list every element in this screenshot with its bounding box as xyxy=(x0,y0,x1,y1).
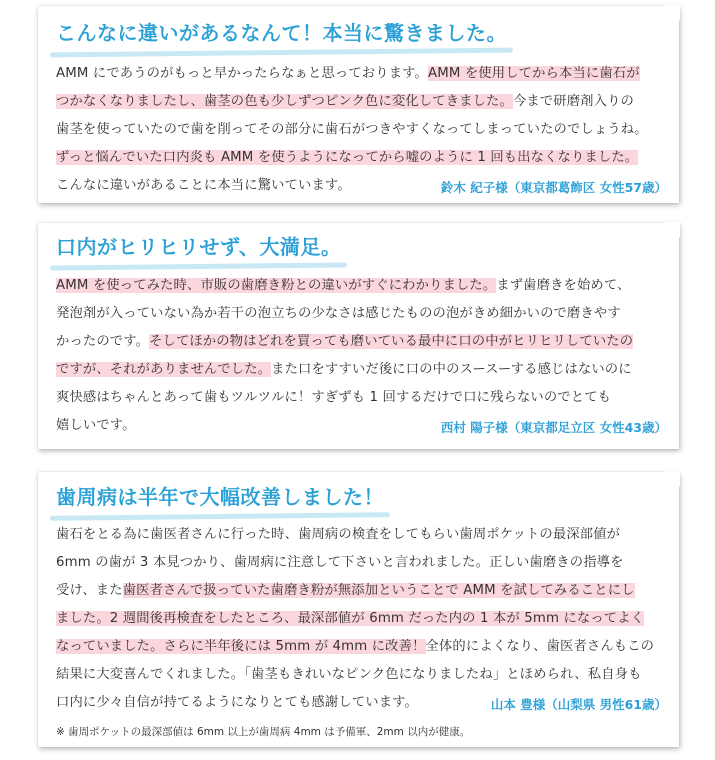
testimonial-title: 口内がヒリヒリせず、大満足。 xyxy=(56,232,341,262)
text-segment: 今まで研磨剤入りの xyxy=(512,94,634,109)
text-line xyxy=(56,272,661,300)
text-line xyxy=(56,633,661,661)
text-line xyxy=(56,144,661,172)
text-segment: また口をすすいだ後に口の中のスースーする感じはないのに xyxy=(271,362,632,377)
testimonial-body xyxy=(56,521,661,717)
text-segment: 受け、また xyxy=(56,583,123,598)
highlighted-text: 歯医者さんで扱っていた歯磨き粉が無添加ということで AMM を試してみることにし xyxy=(122,583,635,598)
highlighted-text: 2 週間後再検査をしたところ、最深部値が 6mm だった内の 1 本が 5mm になってよく xyxy=(109,611,645,626)
text-segment: 結果に大変喜んでくれました。「歯茎もきれいなピンク色になりましたね」とほめられ、私自身も xyxy=(56,667,642,682)
text-segment: まず歯磨きを始めて、 xyxy=(496,278,631,293)
text-line xyxy=(56,384,661,412)
text-segment: 嬉しいです。 xyxy=(56,418,136,433)
text-segment: AMM にであうのがもっと早かったらなぁと思っております。 xyxy=(56,66,428,81)
highlighted-text: ずっと悩んでいた口内炎も AMM を使うようになってから嘘のように 1 回も出なくなりました。 xyxy=(56,150,639,165)
text-line xyxy=(56,60,661,88)
highlighted-text: ですが、それがありませんでした。 xyxy=(56,362,272,377)
text-line xyxy=(56,116,661,144)
text-segment: かったのです。 xyxy=(56,334,150,349)
text-segment: 口内に少々自信が持てるようになりとても感謝しています。 xyxy=(56,695,419,710)
testimonial-author: 西村 陽子様（東京都足立区 女性43歳） xyxy=(440,420,667,435)
text-line xyxy=(56,88,661,116)
testimonial-card-2 xyxy=(38,223,679,449)
text-segment: 歯茎を使っていたので歯を削ってその部分に歯石がつきやすくなってしまっていたのでしょうね。 xyxy=(56,122,648,137)
testimonial-body xyxy=(56,272,661,440)
testimonial-author: 鈴木 紀子様（東京都葛飾区 女性57歳） xyxy=(440,180,667,195)
highlighted-text: なっていました。さらに半年後には 5mm が 4mm に改善！ xyxy=(56,639,426,654)
highlighted-text: そしてほかの物はどれを買っても磨いている最中に口の中がヒリヒリしていたの xyxy=(149,334,634,349)
testimonial-title: 歯周病は半年で大幅改善しました！ xyxy=(56,482,384,512)
text-segment: 全体的によくなり、歯医者さんもこの xyxy=(425,639,655,654)
text-line xyxy=(56,549,661,577)
highlighted-text: AMM を使ってみた時、市販の歯磨き粉との違いがすぐにわかりました。 xyxy=(56,278,497,293)
text-segment: 爽快感はちゃんとあって歯もツルツルに！すぎずも 1 回するだけで口に残らないのでとても xyxy=(56,390,612,405)
text-line xyxy=(56,605,661,633)
text-line xyxy=(56,661,661,689)
text-segment: 歯石をとる為に歯医者さんに行った時、歯周病の検査をしてもらい歯周ポケットの最深部値が xyxy=(56,527,621,542)
text-line xyxy=(56,521,661,549)
footnote: ※ 歯周ポケットの最深部値は 6mm 以上が歯周病 4mm は予備軍、2mm 以内が健康。 xyxy=(56,726,471,738)
text-segment: 発泡剤が入っていない為か若干の泡立ちの少なさは感じたものの泡がきめ細かいので磨きやす xyxy=(56,306,621,321)
highlighted-text: つかなくなりましたし、歯茎の色も少しずつピンク色に変化してきました。 xyxy=(56,94,513,109)
highlighted-text: AMM を使用してから本当に歯石が xyxy=(427,66,640,81)
highlighted-text: ました。 xyxy=(56,611,110,626)
text-line xyxy=(56,577,661,605)
text-segment: こんなに違いがあることに本当に驚いています。 xyxy=(56,178,351,193)
testimonial-author: 山本 豊様（山梨県 男性61歳） xyxy=(490,697,667,712)
testimonial-card-1 xyxy=(38,6,679,203)
text-line xyxy=(56,328,661,356)
text-line xyxy=(56,356,661,384)
text-line xyxy=(56,300,661,328)
testimonial-title: こんなに違いがあるなんて！本当に驚きました。 xyxy=(56,18,507,48)
testimonial-card-3 xyxy=(38,472,679,747)
text-segment: 6mm の歯が 3 本見つかり、歯周病に注意して下さいと言われました。正しい歯磨きの指導を xyxy=(56,555,624,570)
